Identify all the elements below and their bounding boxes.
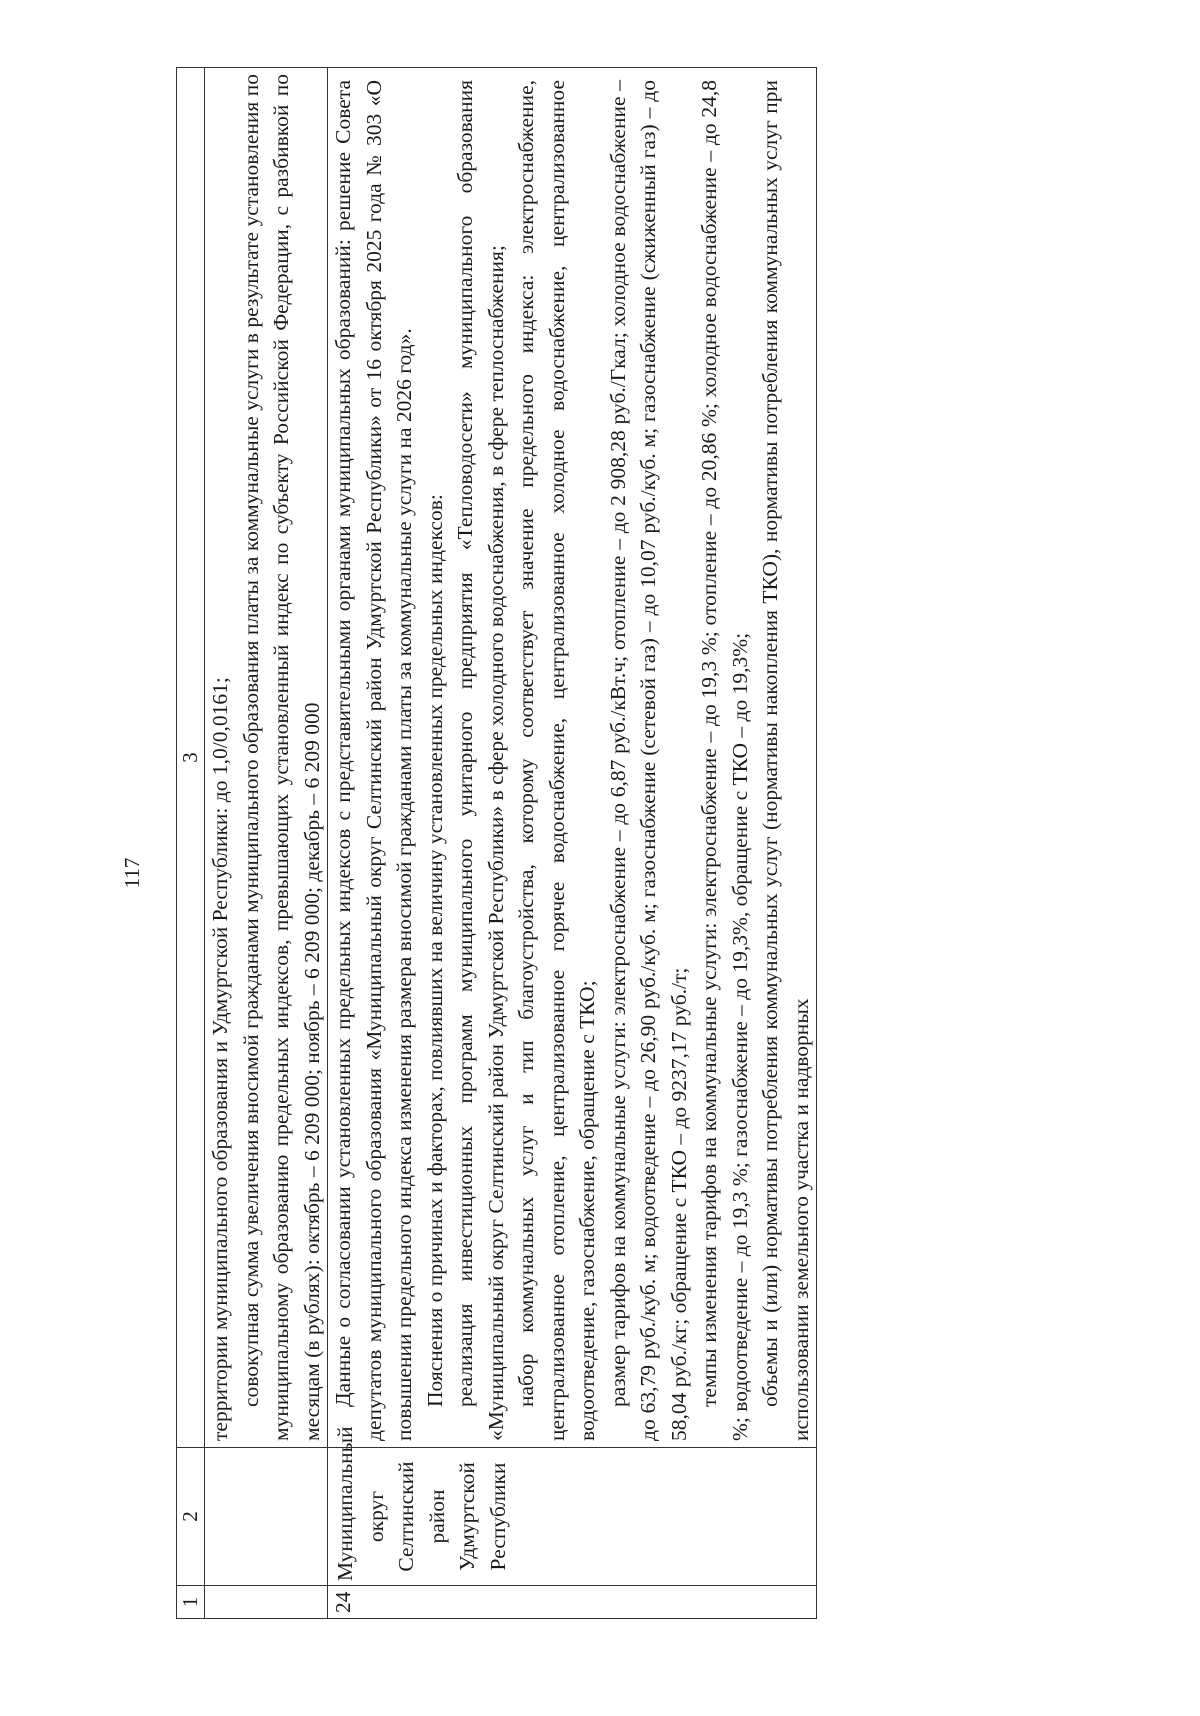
paragraph: набор коммунальных услуг и тип благоустройства, которому соответствует значение предельного индекса: электроснабжение, централизованное отопление, централизованное горячее водоснабжение, централизованное холодное водоснабжение, централизованное водоотведение, газоснабжение, обращение с ТКО; bbox=[514, 80, 599, 1441]
table-row-24 bbox=[328, 68, 817, 1619]
municipality-name: Муниципальный округ Селтинский район Удмуртской Республики bbox=[328, 1448, 817, 1586]
paragraph: Пояснения о причинах и факторах, повлиявших на величину установленных предельных индексов: bbox=[422, 494, 447, 1407]
cell-text-continuation bbox=[205, 68, 328, 1448]
paragraph: реализация инвестиционных программ муниципального унитарного предприятия «Тепловодосети» муниципального образования «Муниципальный округ Селтинский район Удмуртской Республики» в сфере холодного водоснабжения, в сфере теплоснабжения; bbox=[453, 80, 508, 1441]
cell-region-empty bbox=[205, 1448, 328, 1586]
col-header-3: 3 bbox=[177, 68, 205, 1448]
cell-num-empty bbox=[205, 1586, 328, 1619]
paragraph: темпы изменения тарифов на коммунальные услуги: электроснабжение – до 19,3 %; отопление – до 20,86 %; холодное водоснабжение – до 24,8 %; водоотведение – до 19,3 %; газоснабжение – до 19,3%, обращение с ТКО – до 19,3%; bbox=[697, 80, 752, 1441]
table-header-row bbox=[177, 68, 205, 1619]
cell-text-row24 bbox=[328, 68, 817, 1448]
table-row-continuation bbox=[205, 68, 328, 1619]
paragraph: Данные о согласовании установленных предельных индексов с представительными органами муниципальных образований: решение Совета депутатов муниципального образования «Муниципальный округ Селтинский район Удмуртской Республики» от 16 октября 2025 года № 303 «О повышении предельного индекса изменения размера вносимой гражданами платы за коммунальные услуги на 2026 год». bbox=[331, 80, 416, 1441]
page-number: 117 bbox=[120, 857, 144, 889]
col-header-2: 2 bbox=[177, 1448, 205, 1586]
paragraph: совокупная сумма увеличения вносимой гражданами муниципального образования платы за коммунальные услуги в результате установления по муниципальному образованию предельных индексов, превышающих установленный индекс по субъекту Российской Федерации, с разбивкой по месяцам (в рублях): октябрь – 6 209 000; ноябрь – 6 209 000; декабрь – 6 209 000 bbox=[238, 74, 324, 1441]
paragraph: размер тарифов на коммунальные услуги: электроснабжение – до 6,87 руб./кВт.ч; отопление – до 2 908,28 руб./Гкал; холодное водоснабжение – до 63,79 руб./куб. м; водоотведение – до 26,90 руб./куб. м; газоснабжение (сетевой газ) – до 10,07 руб./куб. м; газоснабжение (сжиженный газ) – до 58,04 руб./кг; обращение с ТКО – до 9237,17 руб./т; bbox=[605, 80, 691, 1441]
data-table bbox=[176, 67, 817, 1619]
paragraph: территории муниципального образования и Удмуртской Республики: до 1,0/0,0161; bbox=[208, 677, 232, 1441]
col-header-1: 1 bbox=[177, 1586, 205, 1619]
paragraph: объемы и (или) нормативы потребления коммунальных услуг (нормативы накопления ТКО), нормативы потребления коммунальных услуг при использовании земельного участка и надворных bbox=[758, 80, 813, 1441]
row-number: 24 bbox=[328, 1586, 817, 1619]
